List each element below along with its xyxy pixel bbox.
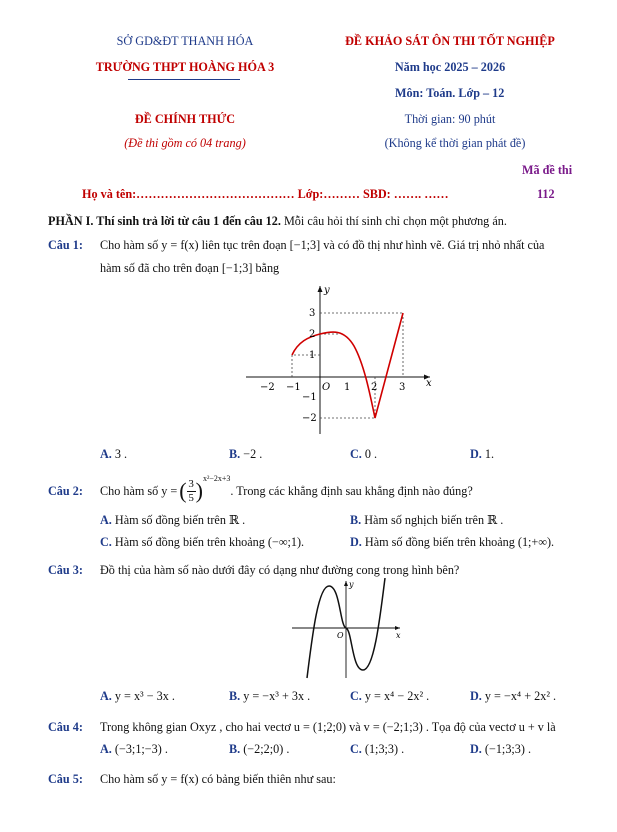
q4-option-c-text: (1;3;3) . xyxy=(364,742,405,756)
q3-option-b-text: y = −x³ + 3x . xyxy=(243,689,311,703)
q2-stem-post: . Trong các khẳng định sau khẳng định nào đúng? xyxy=(230,483,473,498)
q1-ytick-1: 1 xyxy=(309,350,316,361)
q1-ytick-3: 3 xyxy=(309,308,316,319)
q4-option-b-text: (−2;2;0) . xyxy=(243,742,290,756)
q4-label: Câu 4: xyxy=(48,720,83,734)
q1-tick-3: 3 xyxy=(399,382,406,393)
q1-ytick-neg2: −2 xyxy=(302,413,317,424)
q2-frac-den: 5 xyxy=(188,491,194,504)
q3-option-c-text: y = x⁴ − 2x² . xyxy=(364,689,430,703)
q1-option-b[interactable] xyxy=(229,447,262,462)
q1-tick-1: 1 xyxy=(344,382,351,393)
q4-option-a[interactable] xyxy=(100,742,168,757)
q3-y-arrow xyxy=(344,581,348,586)
q3-option-d[interactable] xyxy=(470,689,556,704)
q1-option-b-letter: B. xyxy=(229,447,241,461)
q2-frac-num: 3 xyxy=(188,477,194,490)
q4-option-a-letter: A. xyxy=(100,742,112,756)
q3-x-label: x xyxy=(396,631,401,640)
part1-heading-bold: PHẦN I. Thí sinh trả lời từ câu 1 đến câu 12. xyxy=(48,214,281,228)
q5-label: Câu 5: xyxy=(48,772,83,786)
part1-heading xyxy=(48,214,507,229)
q1-tick-neg2: −2 xyxy=(260,382,275,393)
q4-option-b-letter: B. xyxy=(229,742,241,756)
no-handout-note: (Không kể thời gian phát đề) xyxy=(384,136,526,150)
q4-option-d-text: (−1;3;3) . xyxy=(484,742,532,756)
q2-option-c[interactable] xyxy=(100,535,304,550)
q1-y-label: y xyxy=(324,285,330,296)
q1-x-label: x xyxy=(426,378,432,389)
q2-option-c-text: Hàm số đồng biến trên khoảng (−∞;1). xyxy=(114,535,305,549)
q4-option-d[interactable] xyxy=(470,742,531,757)
q2-option-a-letter: A. xyxy=(100,513,112,527)
q4-stem: Trong không gian Oxyz , cho hai vectơ u = (1;2;0) và v = (−2;1;3) . Tọa độ của vectơ u + v là xyxy=(100,720,556,734)
q3-curve-graph xyxy=(290,578,404,680)
q1-y-arrow xyxy=(318,286,323,292)
q4-option-c-letter: C. xyxy=(350,742,362,756)
q3-option-c-letter: C. xyxy=(350,689,362,703)
q1-tick-neg1: −1 xyxy=(286,382,301,393)
q2-stem-pre: Cho hàm số y = xyxy=(100,483,178,498)
q1-option-a[interactable] xyxy=(100,447,127,462)
q1-tick-2: 2 xyxy=(371,382,378,393)
student-info-line: Họ và tên:………………………………… Lớp:……… SBD: ……. …… xyxy=(82,187,449,201)
q2-option-d-text: Hàm số đồng biến trên khoảng (1;+∞). xyxy=(364,535,555,549)
q3-option-a-letter: A. xyxy=(100,689,112,703)
q3-option-b[interactable] xyxy=(229,689,310,704)
q3-option-d-letter: D. xyxy=(470,689,482,703)
q1-option-d-text: 1. xyxy=(484,447,495,461)
q2-option-b-text: Hàm số nghịch biến trên ℝ . xyxy=(364,513,504,527)
subject-line: Môn: Toán. Lớp – 12 xyxy=(395,86,505,100)
q3-option-a[interactable] xyxy=(100,689,175,704)
q2-paren-right: ) xyxy=(195,478,203,503)
official-label: ĐỀ CHÍNH THỨC xyxy=(134,112,236,126)
school-year: Năm học 2025 – 2026 xyxy=(394,60,506,74)
school-name: TRƯỜNG THPT HOÀNG HÓA 3 xyxy=(95,60,275,74)
q1-option-c-letter: C. xyxy=(350,447,362,461)
q1-label: Câu 1: xyxy=(48,238,83,252)
q3-label: Câu 3: xyxy=(48,563,83,577)
q2-fraction xyxy=(187,478,196,505)
q2-option-b[interactable] xyxy=(350,513,503,528)
q5-stem: Cho hàm số y = f(x) có bảng biến thiên như sau: xyxy=(100,772,336,786)
duration: Thời gian: 90 phút xyxy=(404,112,496,126)
q1-stem-line2: hàm số đã cho trên đoạn [−1;3] bằng xyxy=(100,261,280,275)
q3-stem: Đồ thị của hàm số nào dưới đây có dạng như đường cong trong hình bên? xyxy=(100,563,460,577)
q3-origin: O xyxy=(337,631,344,640)
pages-note: (Đề thi gồm có 04 trang) xyxy=(124,136,246,150)
q2-option-b-letter: B. xyxy=(350,513,362,527)
q2-option-a[interactable] xyxy=(100,513,245,528)
q1-function-graph xyxy=(246,282,436,438)
q1-option-a-letter: A. xyxy=(100,447,112,461)
part1-heading-rest: Mỗi câu hỏi thí sinh chỉ chọn một phương án. xyxy=(280,214,507,228)
q2-label: Câu 2: xyxy=(48,484,83,498)
q2-stem xyxy=(100,472,473,510)
q2-paren-left: ( xyxy=(179,478,187,503)
q4-option-b[interactable] xyxy=(229,742,289,757)
q3-x-arrow xyxy=(395,626,400,630)
q2-exponent: x²−2x+3 xyxy=(202,474,231,483)
q2-option-c-letter: C. xyxy=(100,535,112,549)
q4-option-a-text: (−3;1;−3) . xyxy=(114,742,168,756)
q4-option-d-letter: D. xyxy=(470,742,482,756)
school-underline xyxy=(128,79,240,80)
q3-option-d-text: y = −x⁴ + 2x² . xyxy=(484,689,557,703)
q3-option-b-letter: B. xyxy=(229,689,241,703)
department-name: SỞ GD&ĐT THANH HÓA xyxy=(116,34,254,48)
q1-option-d[interactable] xyxy=(470,447,494,462)
q1-stem-line1: Cho hàm số y = f(x) liên tục trên đoạn [−1;3] và có đồ thị như hình vẽ. Giá trị nhỏ nhất của xyxy=(100,238,545,252)
q2-option-d[interactable] xyxy=(350,535,554,550)
exam-code-label: Mã đề thi xyxy=(522,163,573,177)
q3-option-c[interactable] xyxy=(350,689,429,704)
q1-option-b-text: −2 . xyxy=(243,447,263,461)
q1-origin: O xyxy=(322,382,331,393)
q1-ytick-2: 2 xyxy=(309,329,316,340)
q1-ytick-neg1: −1 xyxy=(302,392,317,403)
q1-option-c-text: 0 . xyxy=(364,447,378,461)
exam-code: 112 xyxy=(537,187,555,201)
q3-option-a-text: y = x³ − 3x . xyxy=(114,689,175,703)
q2-option-a-text: Hàm số đồng biến trên ℝ . xyxy=(114,513,246,527)
q1-option-a-text: 3 . xyxy=(114,447,128,461)
q1-option-d-letter: D. xyxy=(470,447,482,461)
q3-y-label: y xyxy=(349,580,354,589)
q4-option-c[interactable] xyxy=(350,742,404,757)
exam-title: ĐỀ KHẢO SÁT ÔN THI TỐT NGHIỆP xyxy=(345,34,555,48)
q1-option-c[interactable] xyxy=(350,447,377,462)
q2-option-d-letter: D. xyxy=(350,535,362,549)
